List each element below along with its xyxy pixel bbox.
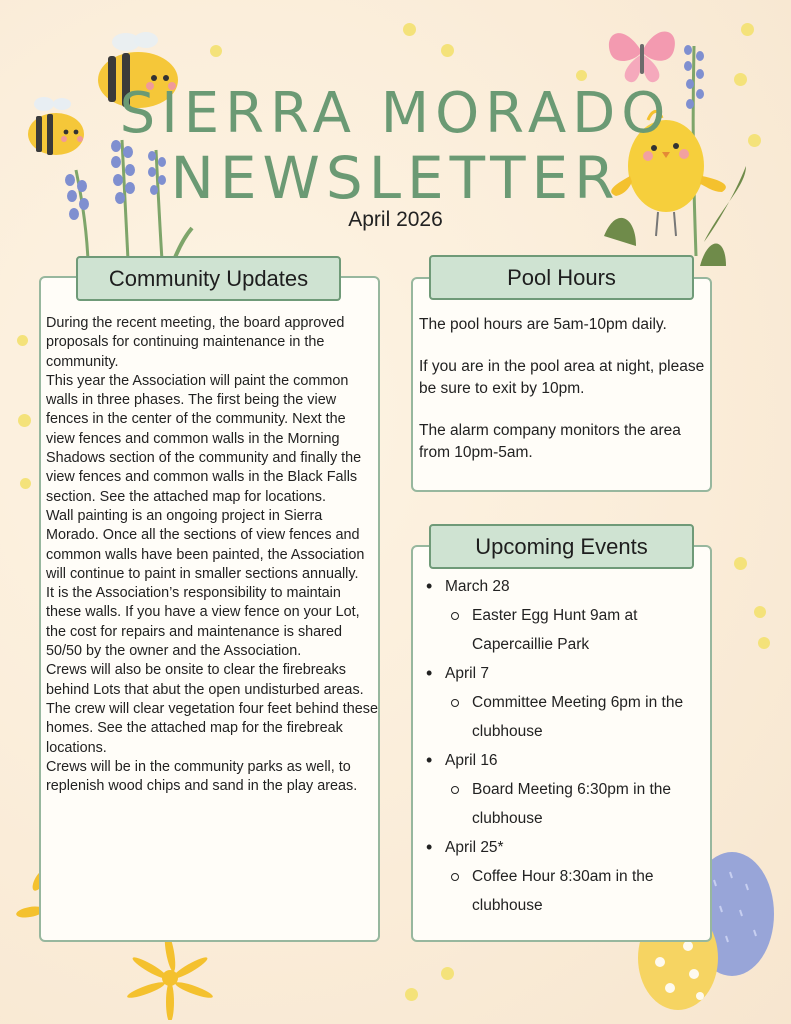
confetti-dot bbox=[576, 70, 587, 81]
confetti-dot bbox=[403, 23, 416, 36]
pool-hours-body bbox=[419, 314, 709, 484]
paragraph: The pool hours are 5am-10pm daily. bbox=[419, 316, 667, 333]
community-updates-heading: Community Updates bbox=[76, 256, 341, 301]
event-detail: Coffee Hour 8:30am in the clubhouse bbox=[445, 862, 707, 920]
pool-hours-heading: Pool Hours bbox=[429, 255, 694, 300]
event-item bbox=[445, 833, 707, 920]
event-date: • March 28 bbox=[445, 578, 510, 595]
paragraph: Crews will also be onsite to clear the firebreaks behind Lots that abut the open undisturbed areas. The crew will clear vegetation four feet behind these homes. See the attached map for the firebreak locations. bbox=[46, 662, 378, 756]
event-item bbox=[445, 746, 707, 833]
confetti-dot bbox=[754, 606, 766, 618]
event-item bbox=[445, 572, 707, 659]
event-detail: Easter Egg Hunt 9am at Capercaillie Park bbox=[445, 601, 707, 659]
upcoming-events-heading: Upcoming Events bbox=[429, 524, 694, 569]
newsletter-title-line1: SIERRA MORADO bbox=[119, 81, 672, 146]
paragraph: If you are in the pool area at night, please be sure to exit by 10pm. bbox=[419, 358, 705, 397]
confetti-dot bbox=[210, 45, 222, 57]
confetti-dot bbox=[758, 637, 770, 649]
paragraph: During the recent meeting, the board approved proposals for continuing maintenance in the community. bbox=[46, 315, 345, 370]
event-detail: Committee Meeting 6pm in the clubhouse bbox=[445, 688, 707, 746]
paragraph: The alarm company monitors the area from 10pm-5am. bbox=[419, 422, 681, 461]
paragraph: Crews will be in the community parks as well, to replenish wood chips and sand in the play areas. bbox=[46, 758, 358, 795]
events-list bbox=[445, 572, 707, 920]
confetti-dot bbox=[405, 988, 418, 1001]
newsletter-title-line2: NEWSLETTER bbox=[170, 144, 621, 212]
confetti-dot bbox=[441, 44, 454, 57]
event-detail: Board Meeting 6:30pm in the clubhouse bbox=[445, 775, 707, 833]
confetti-dot bbox=[741, 23, 754, 36]
confetti-dot bbox=[17, 335, 28, 346]
confetti-dot bbox=[734, 557, 747, 570]
paragraph: It is the Association’s responsibility to maintain these walls. If you have a view fence on your Lot, the cost for repairs and maintenance is shared 50/50 by the owner and the Association. bbox=[46, 585, 360, 660]
confetti-dot bbox=[441, 967, 454, 980]
event-date: • April 25* bbox=[445, 839, 504, 856]
confetti-dot bbox=[18, 414, 31, 427]
event-date: • April 16 bbox=[445, 752, 498, 769]
community-updates-body bbox=[46, 314, 378, 796]
paragraph: This year the Association will paint the common walls in three phases. The first being the view fences in the center of the community. Next the view fences and common walls in the Morning Shadows section of the community and finally the view fences and common walls in the Black Falls section. See the attached map for locations. bbox=[46, 372, 362, 505]
confetti-dot bbox=[20, 478, 31, 489]
event-date: • April 7 bbox=[445, 665, 489, 682]
issue-date: April 2026 bbox=[348, 208, 443, 231]
paragraph: Wall painting is an ongoing project in Sierra Morado. Once all the sections of view fences and common walls have been painted, the Association will continue to paint in smaller sections annually. bbox=[46, 507, 365, 582]
event-item bbox=[445, 659, 707, 746]
